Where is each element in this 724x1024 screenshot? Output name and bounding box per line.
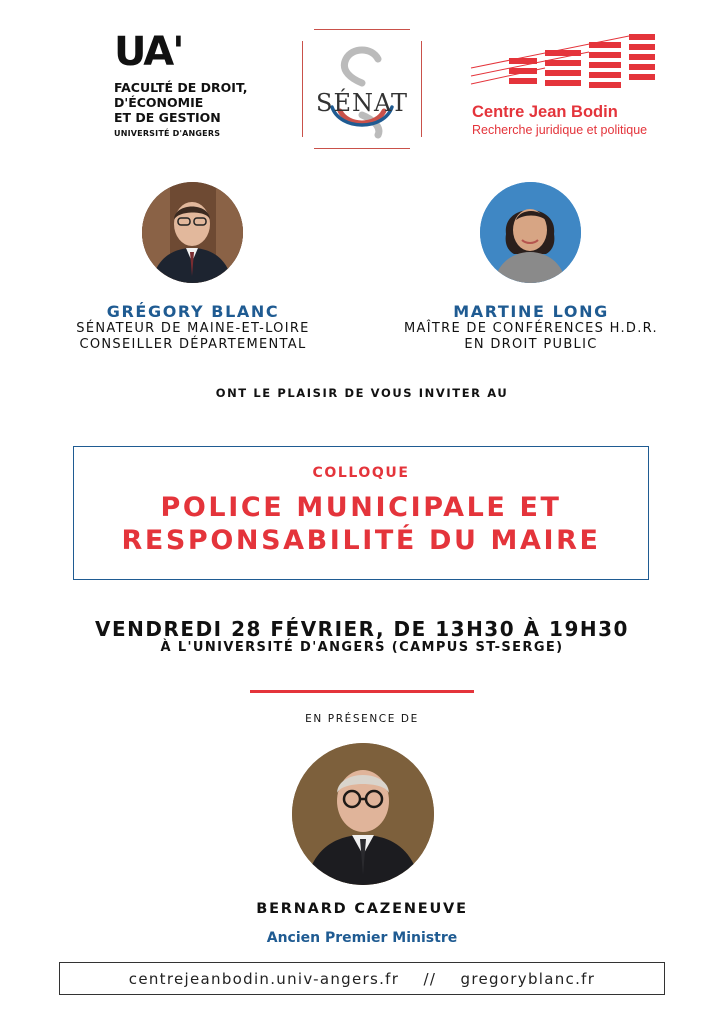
ua-line-2: D'ÉCONOMIE — [114, 95, 204, 110]
bernard-cazeneuve-photo — [292, 743, 434, 885]
guest-name: BERNARD CAZENEUVE — [256, 901, 468, 917]
footer-links-box — [59, 962, 665, 995]
event-place: À L'UNIVERSITÉ D'ANGERS (CAMPUS ST-SERGE) — [160, 640, 564, 655]
speaker-name-blanc: GRÉGORY BLANC — [106, 302, 280, 321]
ua-mark: UA' — [114, 29, 183, 75]
senat-wordmark: SÉNAT — [316, 89, 408, 117]
footer-separator: // — [423, 970, 437, 988]
colloque-title — [74, 491, 648, 557]
gregory-blanc-portrait — [142, 182, 243, 283]
martine-long-portrait — [480, 182, 581, 283]
speaker-role-long-line-2: EN DROIT PUBLIC — [464, 337, 598, 352]
speaker-role-blanc — [0, 321, 386, 353]
speaker-role-long — [338, 321, 724, 353]
senat-bottom-rule — [314, 148, 410, 149]
cjb-building-icon — [469, 30, 664, 96]
ua-faculty-lines — [114, 80, 247, 125]
presence-label: EN PRÉSENCE DE — [305, 713, 419, 725]
speaker-role-long-line-1: MAÎTRE DE CONFÉRENCES H.D.R. — [404, 321, 658, 336]
guest-role: Ancien Premier Ministre — [266, 930, 458, 946]
footer-link-cjb[interactable]: centrejeanbodin.univ-angers.fr — [128, 970, 400, 988]
bernard-cazeneuve-portrait — [292, 743, 434, 885]
colloque-title-line-2: RESPONSABILITÉ DU MAIRE — [121, 525, 601, 556]
colloque-label: COLLOQUE — [312, 465, 410, 481]
gregory-blanc-photo — [142, 182, 243, 283]
ua-line-1: FACULTÉ DE DROIT, — [114, 80, 248, 95]
invite-line: ONT LE PLAISIR DE VOUS INVITER AU — [215, 386, 509, 400]
senat-top-rule — [314, 29, 410, 30]
speaker-name-long: MARTINE LONG — [453, 302, 609, 321]
red-divider — [250, 690, 474, 693]
cjb-subtitle: Recherche juridique et politique — [472, 123, 648, 137]
event-date: VENDREDI 28 FÉVRIER, DE 13H30 À 19H30 — [95, 617, 629, 641]
speaker-role-blanc-line-2: CONSEILLER DÉPARTEMENTAL — [79, 337, 307, 352]
ua-university-name: UNIVERSITÉ D'ANGERS — [114, 129, 221, 138]
senat-left-rule — [302, 41, 303, 137]
senat-logo — [302, 29, 422, 149]
senat-right-rule — [421, 41, 422, 137]
cjb-title: Centre Jean Bodin — [472, 103, 618, 121]
colloque-box — [73, 446, 649, 580]
speaker-role-blanc-line-1: SÉNATEUR DE MAINE-ET-LOIRE — [76, 321, 310, 336]
footer-links — [60, 970, 664, 988]
colloque-title-line-1: POLICE MUNICIPALE ET — [160, 492, 562, 523]
ua-faculty-logo — [112, 30, 272, 145]
ua-line-3: ET DE GESTION — [114, 110, 221, 125]
centre-jean-bodin-logo — [469, 30, 664, 148]
martine-long-photo — [480, 182, 581, 283]
footer-link-gregoryblanc[interactable]: gregoryblanc.fr — [460, 970, 596, 988]
